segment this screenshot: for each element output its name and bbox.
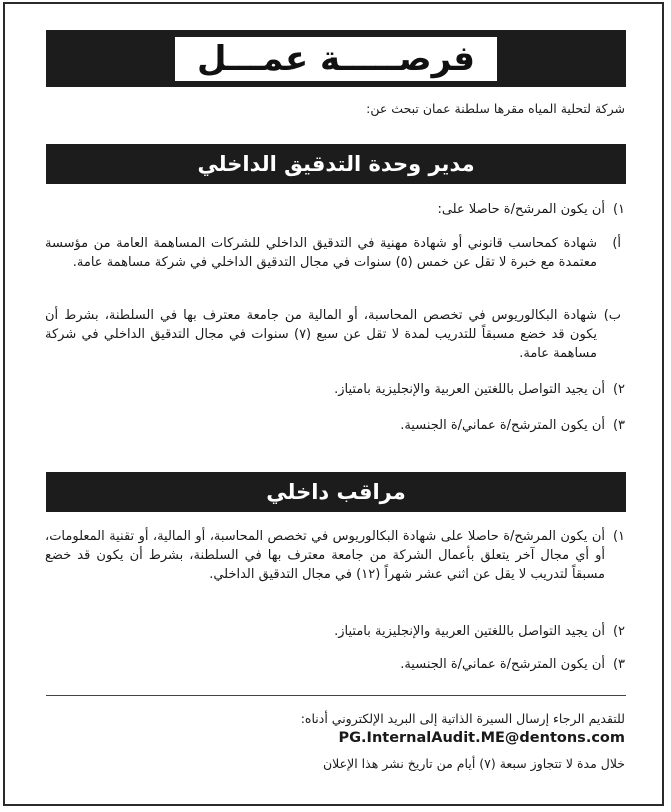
deadline-text: خلال مدة لا تتجاوز سبعة (٧) أيام من تاريخ نشر هذا الإعلان bbox=[323, 756, 625, 771]
item-text: أن يجيد التواصل باللغتين العربية والإنجليزية بامتياز. bbox=[334, 624, 605, 639]
subitem-text: شهادة البكالوريوس في تخصص المحاسبة، أو المالية من جامعة معترف بها في السلطنة، بشرط أن يكون قد خضع مسبقاً للتدريب لمدة لا تقل عن سبع (٧) سنوات في مجال التدقيق الداخلي في شركة مساهمة عامة. bbox=[45, 308, 597, 361]
item-number: ٢) bbox=[612, 382, 625, 397]
title-banner bbox=[46, 30, 626, 87]
item-number: ١) bbox=[612, 529, 625, 544]
requirement-item bbox=[45, 655, 625, 674]
item-number: ٣) bbox=[612, 657, 625, 672]
requirement-subitem bbox=[45, 234, 625, 272]
item-text: أن يكون المترشح/ة عماني/ة الجنسية. bbox=[400, 418, 605, 433]
item-text: أن يكون المرشح/ة حاصلا على شهادة البكالوريوس في تخصص المحاسبة، أو المالية، أو تقنية المعلومات، أو أي مجال آخر يتعلق بأعمال الشركة من جامعة معترف بها في السلطنة، بشرط أن يكون قد خضع مسبقاً لتدريب لا يقل عن اثني عشر شهراً (١٢) في مجال التدقيق الداخلي. bbox=[45, 529, 605, 582]
requirement-item bbox=[45, 622, 625, 641]
requirement-item bbox=[45, 416, 625, 435]
page-border bbox=[3, 2, 664, 806]
requirement-item bbox=[45, 200, 625, 219]
requirement-item bbox=[45, 380, 625, 399]
subitem-letter: ب) bbox=[603, 308, 621, 323]
subitem-text: شهادة كمحاسب قانوني أو شهادة مهنية في التدقيق الداخلي للشركات المساهمة العامة من مؤسسة معتمدة مع خبرة لا تقل عن خمس (٥) سنوات في مجال التدقيق الداخلي في شركة مساهمة عامة. bbox=[45, 236, 597, 270]
item-number: ٢) bbox=[612, 624, 625, 639]
section-heading-manager: مدير وحدة التدقيق الداخلي bbox=[46, 144, 626, 184]
item-text: أن يكون المترشح/ة عماني/ة الجنسية. bbox=[400, 657, 605, 672]
footer-divider bbox=[46, 695, 626, 696]
section-heading-internal-auditor: مراقب داخلي bbox=[46, 472, 626, 512]
item-number: ٣) bbox=[612, 418, 625, 433]
requirement-item bbox=[45, 527, 625, 584]
item-text: أن يكون المرشح/ة حاصلا على: bbox=[437, 202, 605, 217]
item-number: ١) bbox=[612, 202, 625, 217]
subitem-letter: أ) bbox=[612, 236, 621, 251]
requirement-subitem bbox=[45, 306, 625, 363]
intro-text: شركة لتحلية المياه مقرها سلطنة عمان تبحث عن: bbox=[366, 101, 625, 116]
apply-instructions: للتقديم الرجاء إرسال السيرة الذاتية إلى البريد الإلكتروني أدناه: bbox=[300, 711, 625, 726]
page-title: فرصـــــة عمـــل bbox=[175, 37, 497, 81]
item-text: أن يجيد التواصل باللغتين العربية والإنجليزية بامتياز. bbox=[334, 382, 605, 397]
contact-email-link[interactable]: PG.InternalAudit.ME@dentons.com bbox=[338, 730, 625, 746]
